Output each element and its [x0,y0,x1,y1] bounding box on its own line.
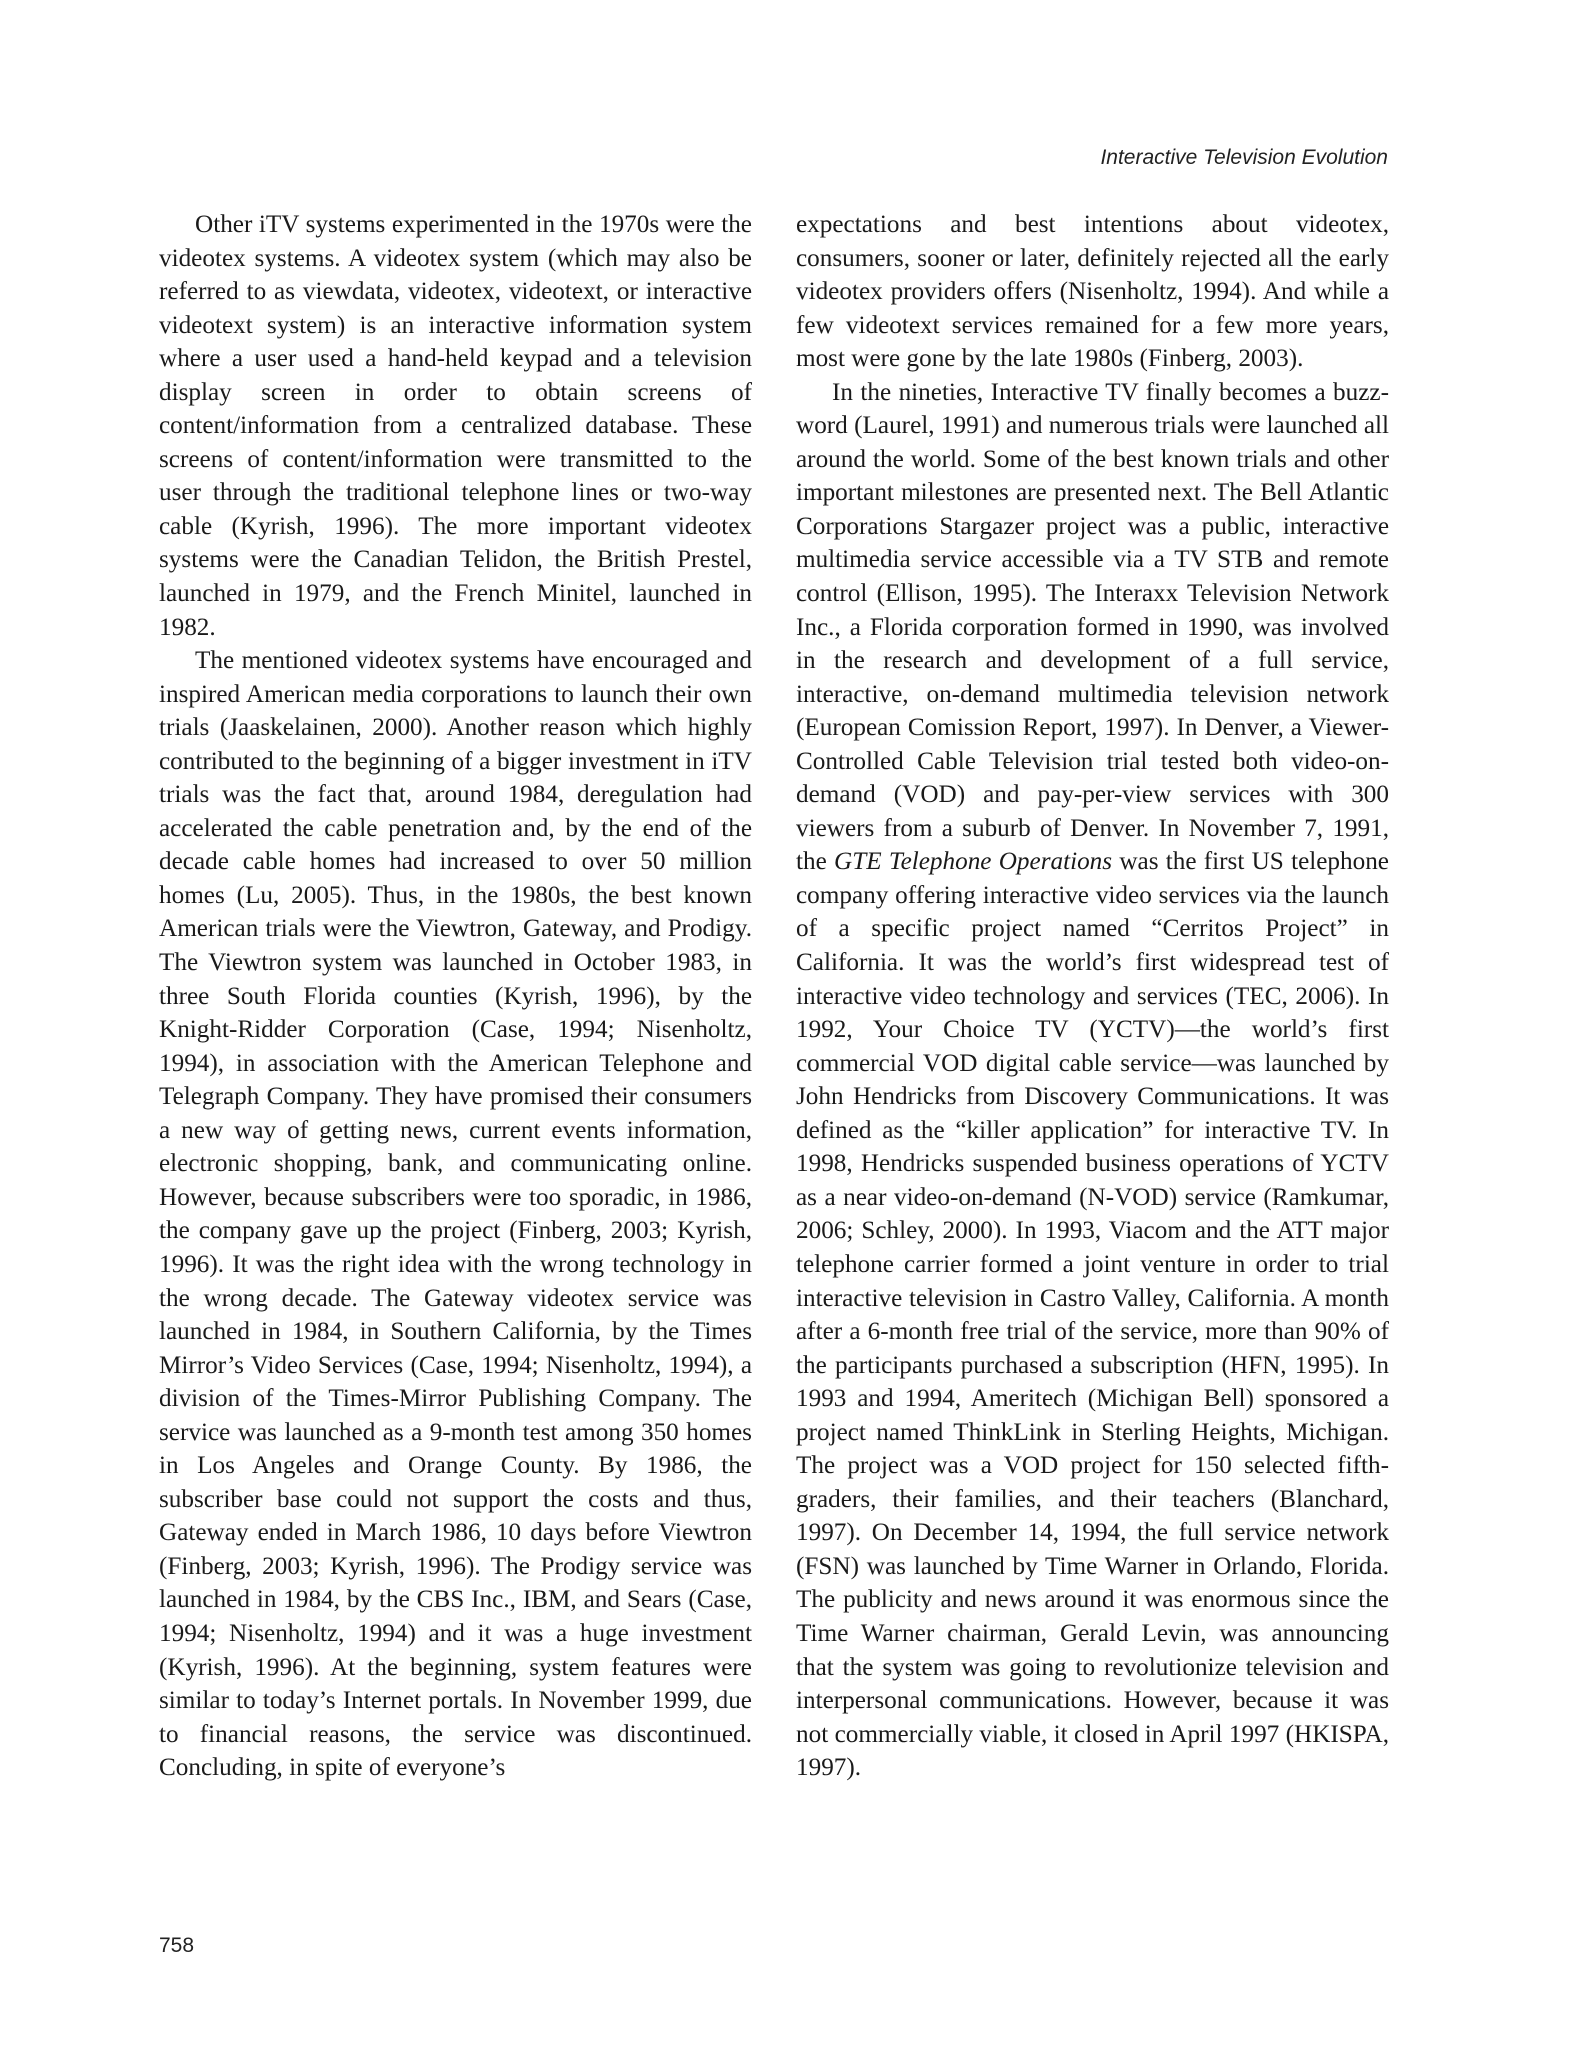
page-number: 758 [159,1934,195,1957]
left-column [159,208,752,1785]
right-column [796,208,1389,1785]
paragraph-american-trials: The mentioned videotex systems have encouraged and inspired American media corporations to launch their own trials (Jaaskelainen, 2000). Another reason which highly contributed to the beginning of a bigger investment in iTV trials was the fact that, around 1984, deregulation had accelerated the cable penetration and, by the end of the decade cable homes had increased to over 50 million homes (Lu, 2005). Thus, in the 1980s, the best known American trials were the Viewtron, Gateway, and Prodigy. The Viewtron system was launched in October 1983, in three South Florida counties (Kyrish, 1996), by the Knight-Ridder Corporation (Case, 1994; Nisenholtz, 1994), in association with the American Telephone and Telegraph Company. They have promised their consumers a new way of getting news, current events information, electronic shopping, bank, and communicating online. However, because subscribers were too sporadic, in 1986, the company gave up the project (Finberg, 2003; Kyrish, 1996). It was the right idea with the wrong technology in the wrong decade. The Gateway videotex service was launched in 1984, in Southern California, by the Times Mirror’s Video Services (Case, 1994; Nisenholtz, 1994), a division of the Times-Mirror Publishing Company. The service was launched as a 9-month test among 350 homes in Los Angeles and Orange County. By 1986, the subscriber base could not support the costs and thus, Gateway ended in March 1986, 10 days before Viewtron (Finberg, 2003; Kyrish, 1996). The Prodigy service was launched in 1984, by the CBS Inc., IBM, and Sears (Case, 1994; Nisenholtz, 1994) and it was a huge investment (Kyrish, 1996). At the beginning, system features were similar to today’s Internet portals. In November 1999, due to financial reasons, the service was discontinued. Concluding, in spite of everyone’s [159,647,752,1782]
paragraph-videotex-systems: Other iTV systems experimented in the 1970s were the videotex systems. A videotex system (which may also be referred to as viewdata, videotex, videotext, or interactive videotext system) is an interactive information system where a user used a hand-held keypad and a television display screen in order to obtain screens of content/information from a centralized database. These screens of content/information were transmitted to the user through the traditional telephone lines or two-way cable (Kyrish, 1996). The more important videotex systems were the Canadian Telidon, the British Prestel, launched in 1979, and the French Minitel, launched in 1982. [159,211,752,641]
italic-company-name: GTE Telephone Operations [834,848,1113,876]
paragraph-continued: expectations and best intentions about videotex, consumers, sooner or later, definitely rejected all the early videotex providers offers (Nisenholtz, 1994). And while a few videotext services remained for a few more years, most were gone by the late 1980s (Finberg, 2003). [796,211,1389,373]
text-segment: In the nineties, Interactive TV finally becomes a buzz-word (Laurel, 1991) and numerous trials were launched all around the world. Some of the best known trials and other important milestones are presented next. The Bell Atlantic Corporations Stargazer project was a public, interactive multimedia service accessible via a TV STB and remote control (Ellison, 1995). The Interaxx Television Network Inc., a Florida corporation formed in 1990, was involved in the research and development of a full service, interactive, on-demand multimedia television network (European Comission Report, 1997). In Denver, a Viewer-Controlled Cable Television trial tested both video-on-demand (VOD) and pay-per-view services with 300 viewers from a suburb of Denver. In November 7, 1991, the [796,378,1389,876]
paragraph-nineties-trials [796,376,1389,1785]
text-segment: was the first US telephone company offering interactive video services via the launch of a specific project named “Cerritos Project” in California. It was the world’s first widespread test of interactive video technology and services (TEC, 2006). In 1992, Your Choice TV (YCTV)—the world’s first commercial VOD digital cable service—was launched by John Hendricks from Discovery Communications. It was defined as the “killer application” for interactive TV. In 1998, Hendricks suspended business operations of YCTV as a near video-on-demand (N-VOD) service (Ramkumar, 2006; Schley, 2000). In 1993, Viacom and the ATT major telephone carrier formed a joint venture in order to trial interactive television in Castro Valley, California. A month after a 6-month free trial of the service, more than 90% of the participants purchased a subscription (HFN, 1995). In 1993 and 1994, Ameritech (Michigan Bell) sponsored a project named ThinkLink in Sterling Heights, Michigan. The project was a VOD project for 150 selected fifth-graders, their families, and their teachers (Blanchard, 1997). On December 14, 1994, the full service network (FSN) was launched by Time Warner in Orlando, Florida. The publicity and news around it was enormous since the Time Warner chairman, Gerald Levin, was announcing that the system was going to revolutionize television and interpersonal communications. However, because it was not commercially viable, it closed in April 1997 (HKISPA, 1997). [796,848,1389,1782]
running-head: Interactive Television Evolution [1100,146,1388,169]
